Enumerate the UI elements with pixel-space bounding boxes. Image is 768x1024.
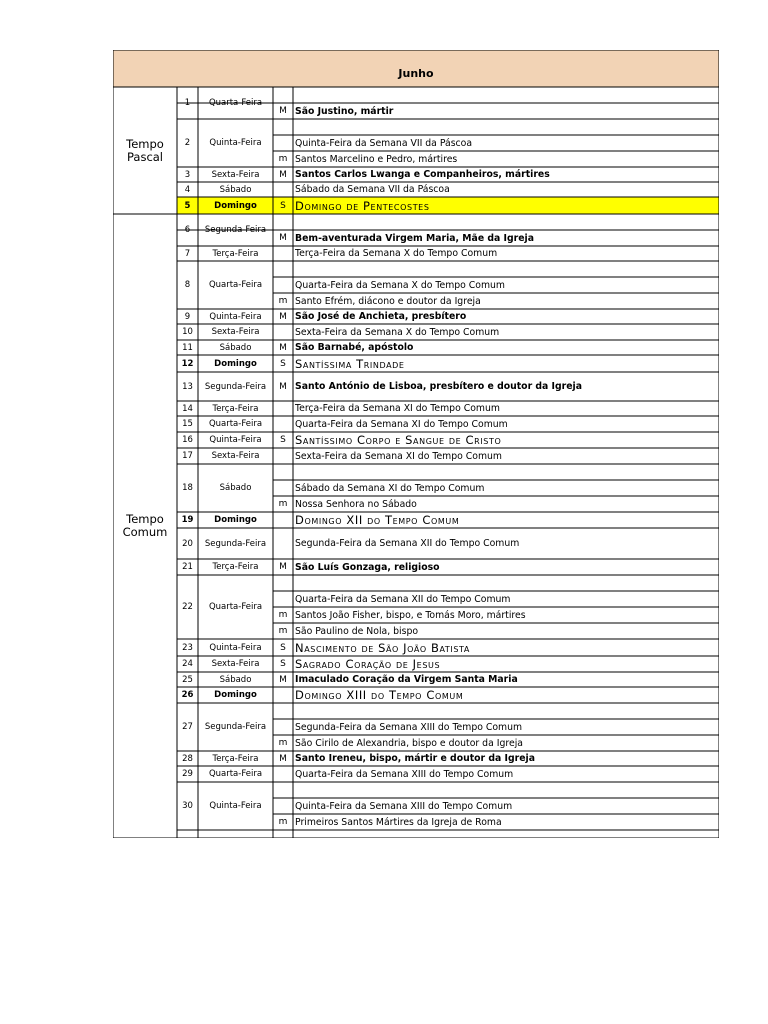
day-number: 19	[181, 515, 194, 525]
season-label-line1: Tempo	[126, 136, 164, 151]
celebration-name: Nossa Senhora no Sábado	[295, 498, 417, 510]
month-header: Junho	[398, 67, 434, 80]
day-number: 17	[182, 451, 193, 461]
day-number: 9	[184, 311, 191, 322]
weekday-label: Sábado	[219, 184, 252, 195]
weekday-label: Terça-Feira	[212, 248, 259, 259]
celebration-rank	[273, 798, 293, 814]
celebration-rank: M	[279, 381, 287, 392]
weekday-label: Quarta-Feira	[208, 280, 263, 290]
celebration-name: Santos Marcelino e Pedro, mártires	[295, 153, 458, 165]
season-tempo-comum	[113, 214, 177, 838]
day-number: 7	[184, 248, 191, 259]
season-label-line2: Pascal	[126, 149, 164, 164]
celebration-rank	[273, 480, 293, 496]
celebration-rank	[273, 448, 293, 464]
celebration-name: Quarta-Feira da Semana XIII do Tempo Comum	[295, 768, 514, 780]
celebration-rank	[273, 277, 293, 293]
celebration-name: Quinta-Feira da Semana XIII do Tempo Comum	[295, 800, 513, 812]
celebration-name: São Justino, mártir	[295, 105, 394, 117]
celebration-name: Imaculado Coração da Virgem Santa Maria	[295, 674, 518, 685]
celebration-name: São Cirilo de Alexandria, bispo e doutor da Igreja	[295, 737, 523, 749]
celebration-rank: S	[280, 435, 286, 445]
celebration-rank: M	[279, 311, 287, 322]
celebration-rank: m	[278, 738, 288, 748]
celebration-name: Santos João Fisher, bispo, e Tomás Moro, mártires	[295, 609, 526, 621]
day-number: 23	[182, 642, 193, 653]
day-number: 30	[182, 801, 193, 811]
celebration-name: São Paulino de Nola, bispo	[295, 625, 419, 637]
celebration-rank	[273, 528, 293, 559]
celebration-name: Santo Efrém, diácono e doutor da Igreja	[295, 295, 481, 307]
celebration-rank: M	[279, 106, 287, 116]
day-number: 15	[182, 419, 193, 429]
celebration-name: Domingo XIII do Tempo Comum	[295, 688, 464, 702]
day-number: 22	[182, 602, 193, 612]
celebration-rank: M	[279, 233, 287, 243]
weekday-label: Quarta-Feira	[208, 98, 263, 108]
celebration-rank: M	[279, 562, 287, 572]
weekday-label: Terça-Feira	[212, 403, 259, 414]
day-number: 18	[182, 483, 193, 493]
celebration-rank	[273, 766, 293, 782]
celebration-rank: m	[278, 154, 288, 164]
day-number: 20	[182, 538, 193, 549]
day-number: 29	[182, 769, 193, 779]
celebration-name: Primeiros Santos Mártires da Igreja de Roma	[295, 816, 502, 828]
weekday-label: Domingo	[214, 200, 257, 211]
weekday-label: Domingo	[214, 690, 257, 700]
weekday-label: Segunda-Feira	[204, 225, 267, 235]
celebration-name: Terça-Feira da Semana XI do Tempo Comum	[295, 403, 500, 414]
season-tempo-pascal	[113, 87, 177, 214]
celebration-name: Terça-Feira da Semana X do Tempo Comum	[295, 248, 498, 259]
celebration-name: Sexta-Feira da Semana X do Tempo Comum	[295, 326, 500, 338]
celebration-name: Sagrado Coração de Jesus	[295, 657, 441, 671]
weekday-label: Quarta-Feira	[208, 602, 263, 612]
weekday-label: Quinta-Feira	[209, 801, 262, 811]
celebration-name: Sexta-Feira da Semana XI do Tempo Comum	[295, 450, 502, 462]
day-number: 3	[184, 169, 191, 180]
celebration-rank	[273, 401, 293, 416]
celebration-name: Quarta-Feira da Semana X do Tempo Comum	[295, 279, 505, 291]
day-number: 24	[182, 659, 193, 669]
celebration-rank: S	[280, 659, 286, 669]
celebration-rank	[273, 591, 293, 607]
weekday-label: Quinta-Feira	[209, 311, 262, 322]
day-number: 6	[184, 225, 191, 235]
celebration-rank: S	[280, 358, 286, 369]
weekday-label: Quinta-Feira	[209, 642, 262, 653]
celebration-name: Sábado da Semana XI do Tempo Comum	[295, 482, 485, 494]
celebration-name: Santo Ireneu, bispo, mártir e doutor da Igreja	[295, 753, 535, 764]
celebration-name: Santo António de Lisboa, presbítero e doutor da Igreja	[295, 381, 583, 392]
weekday-label: Quinta-Feira	[209, 138, 262, 148]
day-number: 4	[184, 184, 191, 195]
weekday-label: Sábado	[219, 342, 252, 353]
celebration-rank	[273, 246, 293, 261]
day-number: 2	[184, 138, 191, 148]
celebration-rank: m	[278, 296, 288, 306]
celebration-rank	[273, 719, 293, 735]
celebration-rank: m	[278, 817, 288, 827]
weekday-label: Segunda-Feira	[204, 381, 267, 392]
celebration-name: São Luís Gonzaga, religioso	[295, 561, 440, 573]
day-number: 1	[184, 98, 191, 108]
day-number: 8	[184, 280, 191, 290]
celebration-name: Bem-aventurada Virgem Maria, Mãe da Igreja	[295, 232, 535, 244]
weekday-label: Quinta-Feira	[209, 435, 262, 445]
celebration-name: Quinta-Feira da Semana VII da Páscoa	[295, 137, 473, 149]
day-number: 12	[181, 358, 194, 369]
season-label-line1: Tempo	[126, 512, 164, 526]
celebration-rank: S	[280, 200, 286, 211]
day-number: 28	[182, 753, 193, 764]
celebration-name: São Barnabé, apóstolo	[295, 342, 414, 353]
day-number: 5	[184, 200, 191, 211]
day-number: 21	[182, 562, 193, 572]
season-label-line2: Comum	[122, 525, 168, 539]
celebration-name: Segunda-Feira da Semana XII do Tempo Comum	[295, 538, 520, 549]
liturgical-calendar-table	[113, 50, 719, 838]
celebration-name: Santíssimo Corpo e Sangue de Cristo	[295, 433, 502, 447]
day-number: 27	[182, 722, 193, 732]
celebration-rank	[273, 512, 293, 528]
day-number: 14	[182, 403, 193, 414]
day-number: 10	[182, 327, 193, 337]
weekday-label: Domingo	[214, 515, 257, 525]
celebration-rank: M	[279, 342, 287, 353]
celebration-rank	[273, 324, 293, 340]
celebration-rank: S	[280, 642, 286, 653]
weekday-label: Terça-Feira	[212, 753, 259, 764]
celebration-name: Santíssima Trindade	[295, 356, 405, 371]
weekday-label: Quarta-Feira	[208, 419, 263, 429]
celebration-name: Domingo de Pentecostes	[295, 198, 430, 213]
celebration-name: Quarta-Feira da Semana XII do Tempo Comum	[295, 593, 511, 605]
weekday-label: Sexta-Feira	[211, 169, 260, 180]
celebration-rank	[273, 182, 293, 197]
weekday-label: Terça-Feira	[212, 562, 259, 572]
celebration-rank: m	[278, 626, 288, 636]
celebration-rank: m	[278, 610, 288, 620]
day-number: 11	[182, 342, 193, 353]
celebration-name: Domingo XII do Tempo Comum	[295, 513, 460, 527]
weekday-label: Sexta-Feira	[211, 327, 260, 337]
weekday-label: Sábado	[219, 483, 252, 493]
weekday-label: Sábado	[219, 674, 252, 685]
celebration-name: São José de Anchieta, presbítero	[295, 311, 467, 322]
celebration-name: Quarta-Feira da Semana XI do Tempo Comum	[295, 418, 508, 430]
celebration-name: Nascimento de São João Batista	[295, 640, 470, 655]
celebration-rank: m	[278, 499, 288, 509]
celebration-rank: M	[279, 753, 287, 764]
weekday-label: Sexta-Feira	[211, 451, 260, 461]
celebration-name: Sábado da Semana VII da Páscoa	[295, 184, 450, 195]
celebration-name: Santos Carlos Lwanga e Companheiros, mártires	[295, 169, 550, 180]
celebration-rank	[273, 687, 293, 703]
weekday-label: Segunda-Feira	[204, 722, 267, 732]
day-number: 25	[182, 674, 193, 685]
weekday-label: Sexta-Feira	[211, 659, 260, 669]
celebration-rank: M	[279, 674, 287, 685]
weekday-label: Domingo	[214, 358, 257, 369]
weekday-label: Segunda-Feira	[204, 538, 267, 549]
day-number: 16	[182, 435, 193, 445]
celebration-rank	[273, 135, 293, 151]
weekday-label: Quarta-Feira	[208, 769, 263, 779]
celebration-rank	[273, 416, 293, 432]
day-number: 26	[181, 690, 194, 700]
celebration-name: Segunda-Feira da Semana XIII do Tempo Comum	[295, 721, 523, 733]
day-number: 13	[182, 381, 193, 392]
celebration-rank: M	[279, 169, 287, 180]
